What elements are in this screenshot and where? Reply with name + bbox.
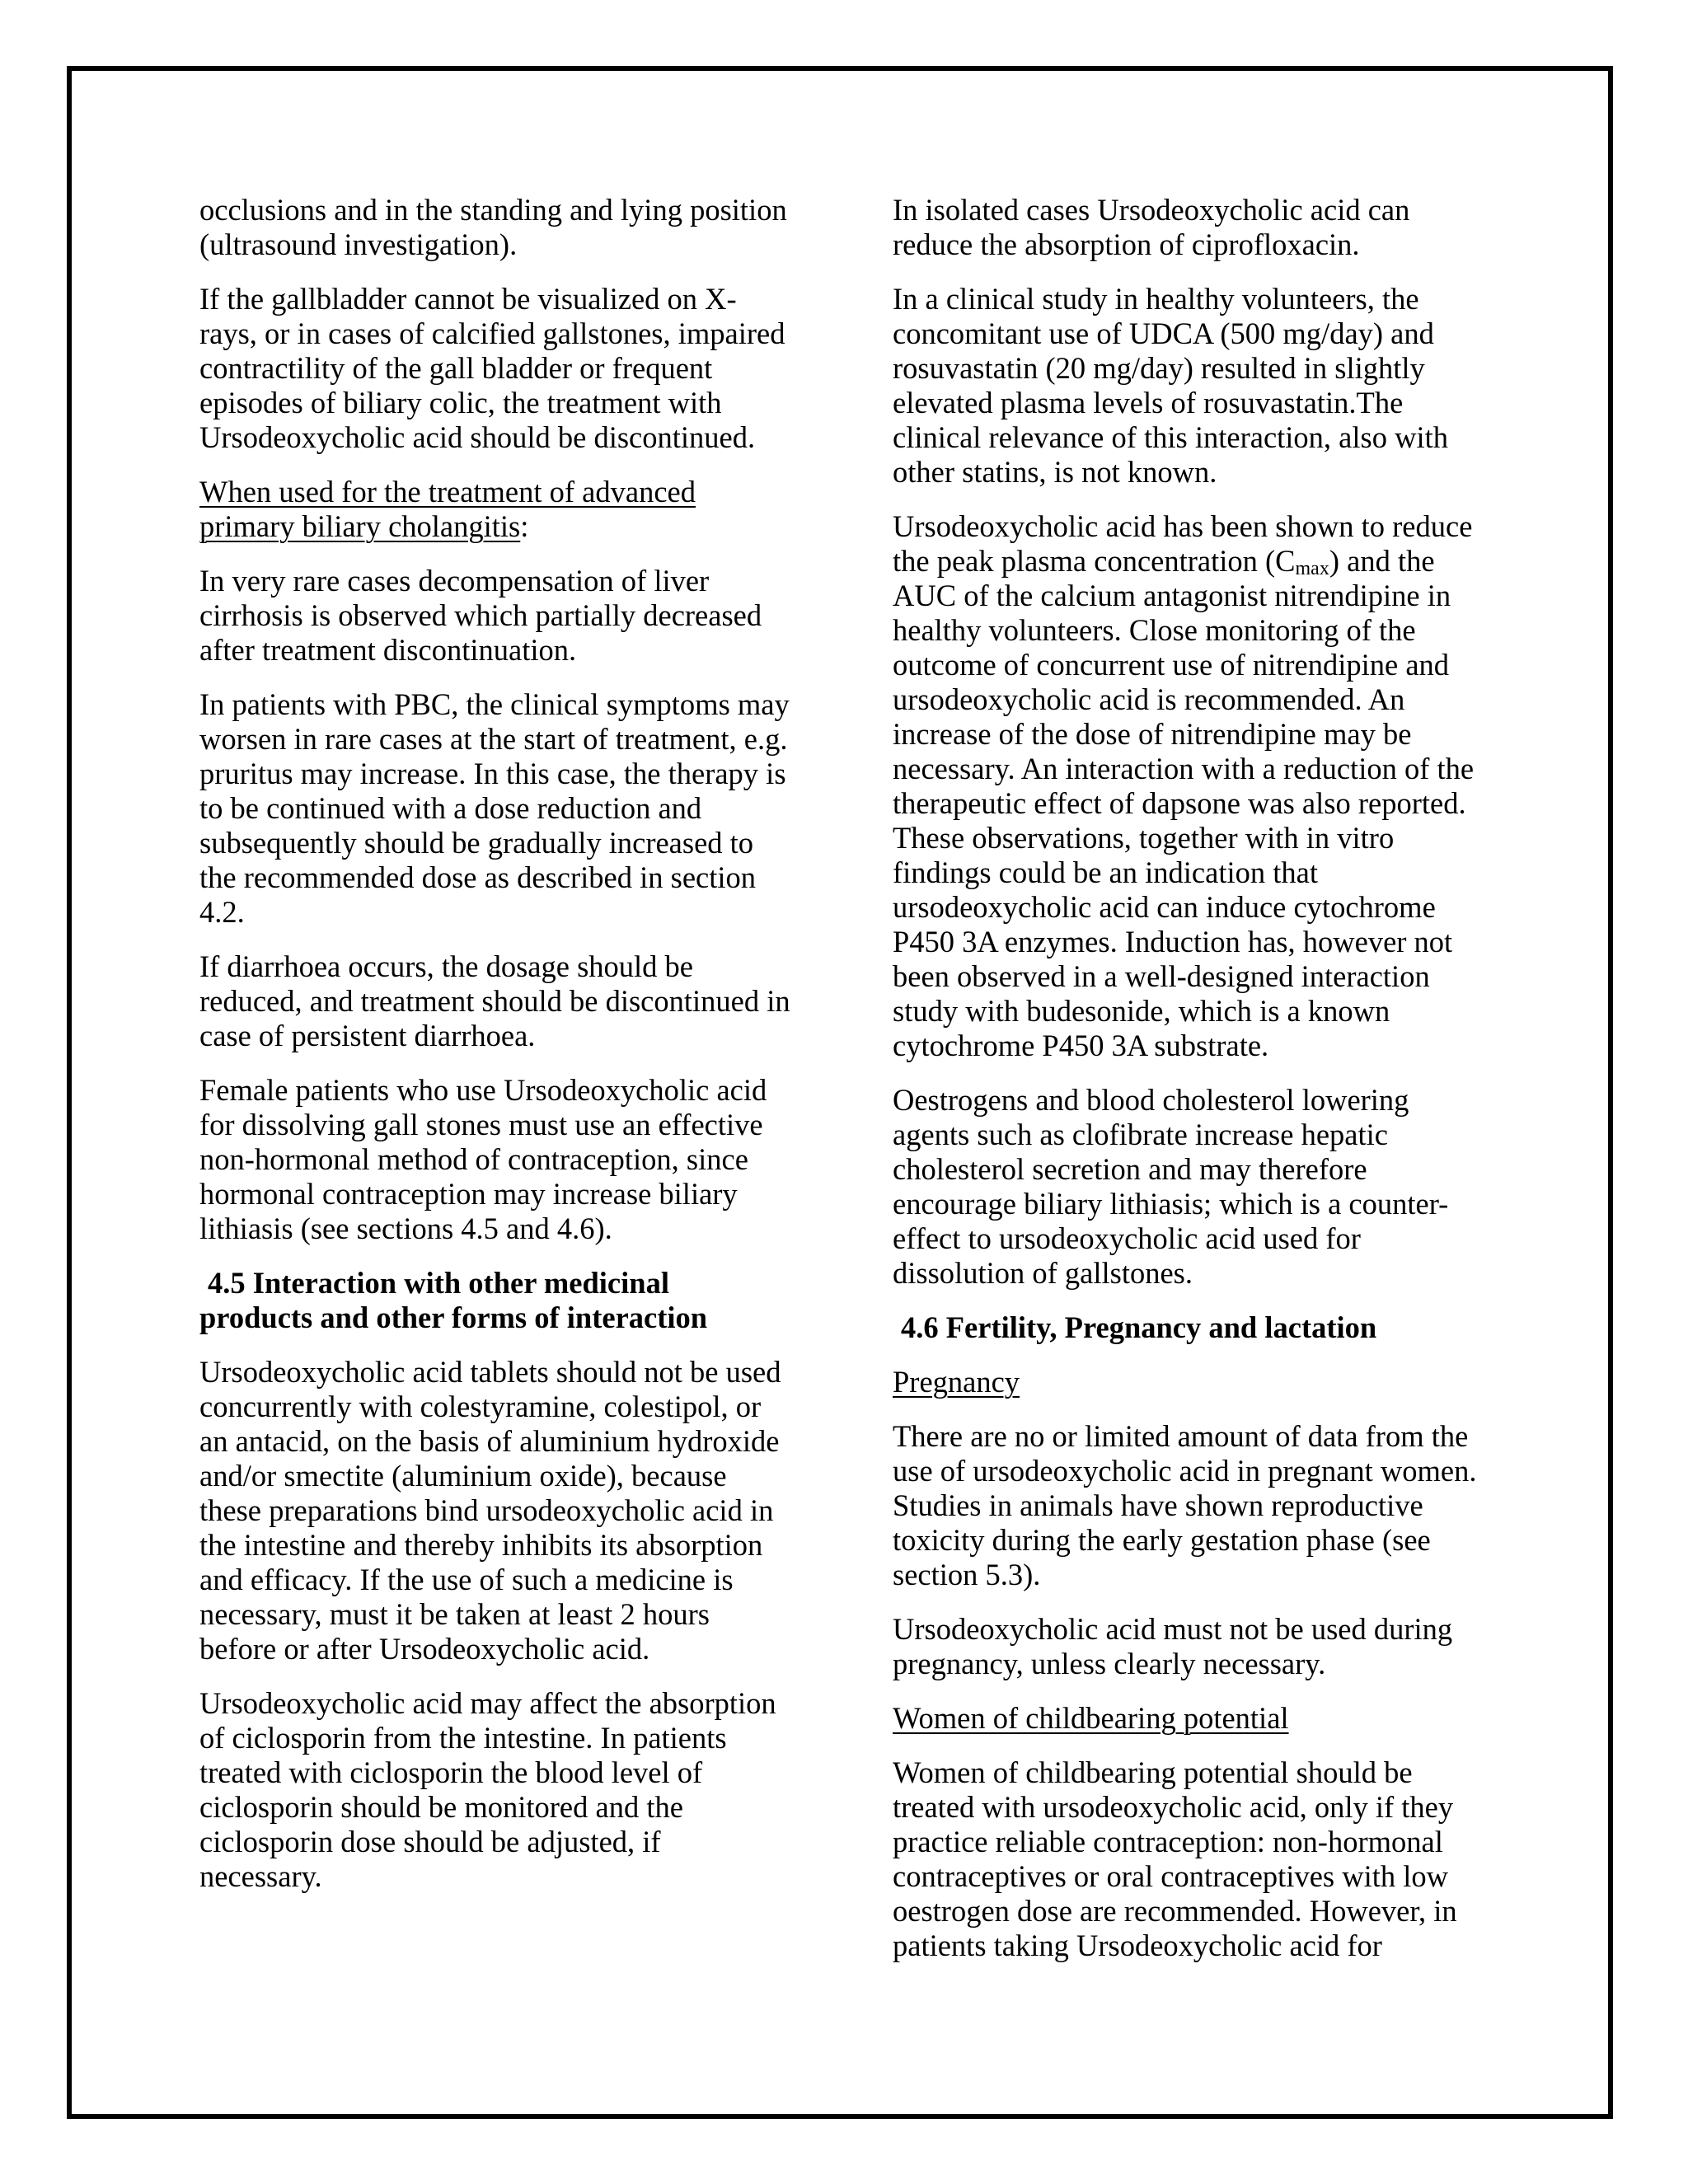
- text-line: been observed in a well-designed interaction: [893, 959, 1430, 993]
- text-line: encourage biliary lithiasis; which is a counter-: [893, 1187, 1449, 1221]
- text-line: cytochrome P450 3A substrate.: [893, 1029, 1269, 1062]
- text-line: therapeutic effect of dapsone was also reported.: [893, 786, 1466, 820]
- text-line: In a clinical study in healthy volunteers, the: [893, 282, 1419, 316]
- text-line: Ursodeoxycholic acid may affect the absorption: [199, 1686, 776, 1720]
- text-line: agents such as clofibrate increase hepatic: [893, 1118, 1388, 1151]
- text-line: ciclosporin dose should be adjusted, if: [199, 1825, 661, 1858]
- text-line: effect to ursodeoxycholic acid used for: [893, 1221, 1361, 1255]
- subheading-advanced-pbc: [199, 475, 805, 544]
- text-line: concomitant use of UDCA (500 mg/day) and: [893, 316, 1434, 350]
- text-line: outcome of concurrent use of nitrendipine and: [893, 648, 1450, 682]
- text-line: cirrhosis is observed which partially decreased: [199, 598, 762, 632]
- text-line: patients taking Ursodeoxycholic acid for: [893, 1929, 1382, 1962]
- text-line: dissolution of gallstones.: [893, 1256, 1193, 1290]
- paragraph: [199, 193, 805, 262]
- text-line: practice reliable contraception: non-hormonal: [893, 1825, 1443, 1858]
- text-line: reduce the absorption of ciprofloxacin.: [893, 227, 1360, 261]
- subheading-text: Women of childbearing potential: [893, 1701, 1289, 1735]
- text-line: necessary.: [199, 1859, 322, 1893]
- paragraph: [893, 282, 1498, 490]
- text-line: In patients with PBC, the clinical symptoms may: [199, 687, 790, 721]
- text-line: rosuvastatin (20 mg/day) resulted in slightly: [893, 351, 1425, 385]
- text-line: subsequently should be gradually increased to: [199, 826, 754, 860]
- paragraph: [199, 282, 805, 455]
- text-line: use of ursodeoxycholic acid in pregnant women.: [893, 1454, 1477, 1488]
- text-line: and/or smectite (aluminium oxide), because: [199, 1459, 727, 1493]
- paragraph: [893, 1612, 1498, 1681]
- heading-line: products and other forms of interaction: [199, 1301, 708, 1334]
- paragraph: [893, 193, 1498, 262]
- text-line: elevated plasma levels of rosuvastatin.The: [893, 386, 1404, 419]
- text-line: contractility of the gall bladder or frequent: [199, 351, 713, 385]
- text-line: contraceptives or oral contraceptives with low: [893, 1859, 1448, 1893]
- right-column: [893, 193, 1498, 1983]
- text-line: study with budesonide, which is a known: [893, 994, 1390, 1028]
- text-line: before or after Ursodeoxycholic acid.: [199, 1632, 650, 1666]
- subheading-pregnancy: [893, 1365, 1498, 1399]
- text-line: If the gallbladder cannot be visualized on X-: [199, 282, 737, 316]
- text-line: after treatment discontinuation.: [199, 633, 577, 667]
- text-line: and efficacy. If the use of such a medicine is: [199, 1563, 734, 1596]
- text-line: an antacid, on the basis of aluminium hydroxide: [199, 1424, 780, 1458]
- text-line: cholesterol secretion and may therefore: [893, 1152, 1367, 1186]
- text-line: episodes of biliary colic, the treatment with: [199, 386, 722, 419]
- text-line: Women of childbearing potential should be: [893, 1755, 1413, 1789]
- paragraph: [893, 1419, 1498, 1592]
- paragraph-nitrendipine: [893, 509, 1498, 1063]
- text-line: (ultrasound investigation).: [199, 227, 518, 261]
- text-line: concurrently with colestyramine, colestipol, or: [199, 1390, 762, 1423]
- text-line: Oestrogens and blood cholesterol lowering: [893, 1083, 1409, 1117]
- text-line: If diarrhoea occurs, the dosage should be: [199, 949, 693, 983]
- text-line: occlusions and in the standing and lying position: [199, 193, 787, 227]
- text-line: In very rare cases decompensation of liver: [199, 564, 710, 598]
- text-line: findings could be an indication that: [893, 855, 1318, 889]
- paragraph: [199, 1355, 805, 1666]
- paragraph: [199, 564, 805, 668]
- text-line: Ursodeoxycholic acid has been shown to reduce: [893, 509, 1473, 543]
- text-line: worsen in rare cases at the start of treatment, e.g.: [199, 722, 788, 756]
- paragraph: [199, 687, 805, 930]
- text-line: Female patients who use Ursodeoxycholic acid: [199, 1073, 767, 1107]
- text-lines: [893, 579, 1498, 1063]
- section-heading-4-5: [199, 1266, 805, 1335]
- text-line: reduced, and treatment should be discontinued in: [199, 984, 790, 1018]
- text-line: toxicity during the early gestation phase (see: [893, 1523, 1431, 1557]
- text-line: healthy volunteers. Close monitoring of the: [893, 613, 1416, 647]
- text-line: clinical relevance of this interaction, also with: [893, 420, 1448, 454]
- text-line: ursodeoxycholic acid can induce cytochrome: [893, 890, 1436, 924]
- text-line: Studies in animals have shown reproductive: [893, 1488, 1423, 1522]
- subheading-line: When used for the treatment of advanced: [199, 475, 696, 509]
- text-line: There are no or limited amount of data from the: [893, 1419, 1469, 1453]
- text-line: Ursodeoxycholic acid should be discontinued.: [199, 420, 756, 454]
- text-line: the intestine and thereby inhibits its absorption: [199, 1528, 763, 1562]
- text-line: treated with ursodeoxycholic acid, only if they: [893, 1790, 1454, 1824]
- text-line: ciclosporin should be monitored and the: [199, 1790, 683, 1824]
- text-line: [893, 544, 1498, 579]
- text-line: Ursodeoxycholic acid must not be used during: [893, 1612, 1453, 1646]
- left-column: [199, 193, 805, 1914]
- text-line: pruritus may increase. In this case, the therapy is: [199, 757, 786, 790]
- text-line: for dissolving gall stones must use an effective: [199, 1108, 763, 1141]
- text-line: increase of the dose of nitrendipine may be: [893, 717, 1412, 751]
- subheading-text: Pregnancy: [893, 1365, 1020, 1399]
- text-line: section 5.3).: [893, 1558, 1041, 1591]
- subheading-line: primary biliary cholangitis: [199, 509, 521, 543]
- text-line: to be continued with a dose reduction and: [199, 791, 702, 825]
- text-line: other statins, is not known.: [893, 455, 1217, 489]
- text-line: treated with ciclosporin the blood level of: [199, 1755, 703, 1789]
- subheading-colon: :: [520, 509, 529, 543]
- subheading-women-childbearing: [893, 1701, 1498, 1736]
- text-line: case of persistent diarrhoea.: [199, 1019, 536, 1052]
- text-line: the recommended dose as described in section: [199, 860, 757, 894]
- text-line: lithiasis (see sections 4.5 and 4.6).: [199, 1212, 612, 1245]
- text-line: Ursodeoxycholic acid tablets should not be used: [199, 1355, 781, 1389]
- paragraph: [893, 1083, 1498, 1291]
- text-line: rays, or in cases of calcified gallstones, impaired: [199, 316, 785, 350]
- text-line: of ciclosporin from the intestine. In patients: [199, 1721, 727, 1755]
- text-line: ursodeoxycholic acid is recommended. An: [893, 682, 1405, 716]
- text-line: oestrogen dose are recommended. However, in: [893, 1894, 1457, 1928]
- paragraph: [199, 949, 805, 1053]
- text-span: ) and the: [1329, 544, 1435, 578]
- text-line: AUC of the calcium antagonist nitrendipine in: [893, 579, 1451, 612]
- text-line: non-hormonal method of contraception, since: [199, 1142, 748, 1176]
- text-line: pregnancy, unless clearly necessary.: [893, 1647, 1326, 1680]
- text-line: These observations, together with in vitro: [893, 821, 1395, 855]
- paragraph: [893, 1755, 1498, 1963]
- text-span: the peak plasma concentration (C: [893, 544, 1296, 578]
- text-line: necessary, must it be taken at least 2 hours: [199, 1597, 710, 1631]
- paragraph: [199, 1073, 805, 1246]
- text-line: In isolated cases Ursodeoxycholic acid can: [893, 193, 1410, 227]
- section-heading-4-6: 4.6 Fertility, Pregnancy and lactation: [901, 1310, 1377, 1344]
- paragraph: [199, 1686, 805, 1894]
- subscript-max: max: [1295, 558, 1329, 579]
- text-line: P450 3A enzymes. Induction has, however not: [893, 925, 1453, 958]
- text-line: hormonal contraception may increase biliary: [199, 1177, 738, 1211]
- text-line: 4.2.: [199, 895, 245, 929]
- text-line: necessary. An interaction with a reduction of the: [893, 752, 1475, 785]
- text-line: these preparations bind ursodeoxycholic acid in: [199, 1493, 774, 1527]
- heading-line: 4.5 Interaction with other medicinal: [208, 1266, 669, 1300]
